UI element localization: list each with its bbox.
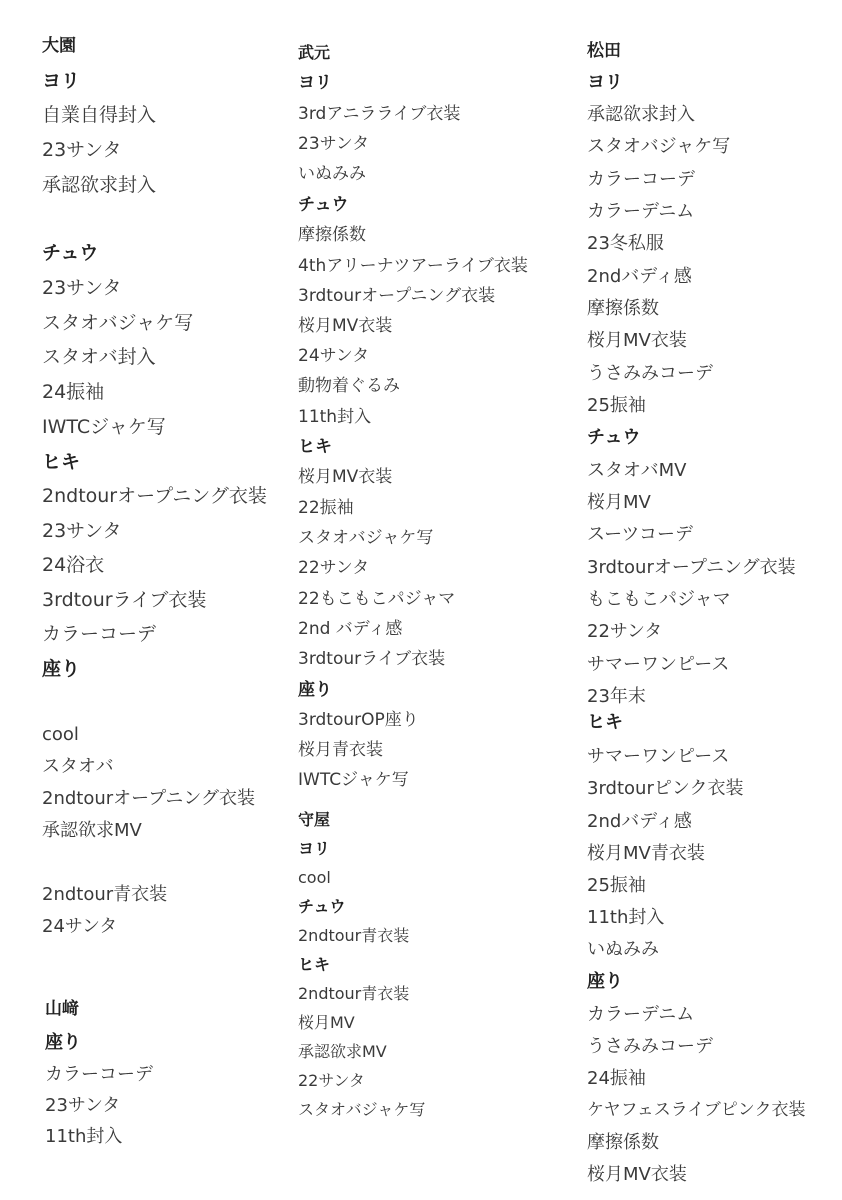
category-heading: ヨリ bbox=[298, 73, 332, 93]
list-item: 動物着ぐるみ bbox=[298, 376, 400, 396]
list-item: 桜月青衣装 bbox=[298, 740, 383, 760]
list-item: 承認欲求MV bbox=[42, 820, 142, 841]
list-item: 24サンタ bbox=[298, 346, 370, 366]
list-item: 24振袖 bbox=[42, 381, 105, 403]
list-item: いぬみみ bbox=[298, 164, 366, 184]
list-item: 23サンタ bbox=[42, 139, 122, 161]
list-item: 24サンタ bbox=[42, 916, 118, 937]
list-item: 承認欲求封入 bbox=[587, 104, 695, 125]
category-heading: 座り bbox=[587, 971, 623, 992]
list-item: 摩擦係数 bbox=[587, 298, 659, 319]
list-item: スタオバMV bbox=[587, 460, 687, 481]
list-item: 25振袖 bbox=[587, 875, 646, 896]
list-item: カラーコーデ bbox=[42, 623, 157, 645]
list-item: 桜月MV衣装 bbox=[587, 1164, 687, 1185]
list-item: 3rdtourライブ衣装 bbox=[42, 589, 207, 611]
list-item: 4thアリーナツアーライブ衣装 bbox=[298, 256, 528, 276]
list-item: IWTCジャケ写 bbox=[298, 770, 409, 790]
list-item: 桜月MV bbox=[587, 492, 651, 513]
list-item: 3rdアニラライブ衣装 bbox=[298, 104, 461, 124]
list-item: 11th封入 bbox=[45, 1126, 123, 1147]
list-item: 自業自得封入 bbox=[42, 104, 157, 126]
list-item: 2ndtourオープニング衣装 bbox=[42, 485, 267, 507]
list-item: 2ndバディ感 bbox=[587, 266, 692, 287]
category-heading: ヨリ bbox=[42, 70, 81, 92]
list-item: カラーデニム bbox=[587, 201, 695, 222]
list-item: 25振袖 bbox=[587, 395, 646, 416]
member-name-moriya: 守屋 bbox=[298, 810, 331, 829]
list-item: 24振袖 bbox=[587, 1068, 646, 1089]
list-item: 23サンタ bbox=[42, 277, 122, 299]
list-item: 2ndバディ感 bbox=[587, 811, 692, 832]
category-heading: ヒキ bbox=[298, 955, 331, 974]
list-item: 摩擦係数 bbox=[587, 1132, 659, 1153]
category-heading: ヒキ bbox=[587, 712, 623, 733]
list-item: 2ndtour青衣装 bbox=[42, 884, 168, 905]
list-item: 桜月MV衣装 bbox=[298, 316, 393, 336]
list-item: 2ndtour青衣装 bbox=[298, 984, 410, 1003]
list-item: 桜月MV bbox=[298, 1013, 355, 1032]
list-item: 23サンタ bbox=[298, 134, 370, 154]
list-item: 桜月MV衣装 bbox=[587, 330, 687, 351]
list-item: 承認欲求封入 bbox=[42, 174, 157, 196]
list-item: 桜月MV青衣装 bbox=[587, 843, 705, 864]
category-heading: ヨリ bbox=[298, 839, 331, 858]
list-item: スタオバジャケ写 bbox=[298, 528, 434, 548]
category-heading: 座り bbox=[42, 658, 81, 680]
category-heading: 座り bbox=[45, 1032, 81, 1053]
list-item: 22もこもこパジャマ bbox=[298, 589, 456, 609]
list-item: スーツコーデ bbox=[587, 524, 694, 545]
list-item: カラーコーデ bbox=[587, 169, 695, 190]
list-item: 11th封入 bbox=[298, 407, 372, 427]
list-item: 24浴衣 bbox=[42, 554, 105, 576]
category-heading: 座り bbox=[298, 680, 332, 700]
list-item: サマーワンピース bbox=[587, 654, 730, 675]
list-item: うさみみコーデ bbox=[587, 1036, 713, 1057]
list-item: もこもこパジャマ bbox=[587, 589, 731, 610]
list-item: いぬみみ bbox=[587, 939, 659, 960]
list-item: cool bbox=[42, 724, 79, 745]
member-name-yamasaki: 山﨑 bbox=[45, 999, 79, 1019]
category-heading: チュウ bbox=[298, 195, 349, 215]
list-item: カラーコーデ bbox=[45, 1064, 153, 1085]
list-item: スタオバ bbox=[42, 756, 114, 777]
list-item: ケヤフェスライブピンク衣装 bbox=[587, 1100, 806, 1120]
member-name-oozono: 大園 bbox=[42, 36, 76, 56]
category-heading: チュウ bbox=[587, 427, 641, 448]
category-heading: ヨリ bbox=[587, 72, 623, 93]
list-item: うさみみコーデ bbox=[587, 363, 713, 384]
list-item: 摩擦係数 bbox=[298, 225, 366, 245]
category-heading: ヒキ bbox=[42, 451, 81, 473]
list-item: カラーデニム bbox=[587, 1004, 695, 1025]
list-item: 11th封入 bbox=[587, 907, 665, 928]
list-item: 22サンタ bbox=[298, 1071, 365, 1090]
list-item: 22サンタ bbox=[587, 621, 663, 642]
category-heading: ヒキ bbox=[298, 437, 332, 457]
list-item: 2ndtourオープニング衣装 bbox=[42, 788, 256, 809]
member-name-takemoto: 武元 bbox=[298, 43, 331, 62]
list-item: スタオバジャケ写 bbox=[42, 312, 194, 334]
list-item: 3rdtourOP座り bbox=[298, 710, 419, 730]
category-heading: チュウ bbox=[298, 897, 346, 916]
list-item: 22振袖 bbox=[298, 498, 354, 518]
list-item: 3rdtourオープニング衣装 bbox=[587, 557, 796, 578]
list-item: 3rdtourピンク衣装 bbox=[587, 778, 744, 799]
category-heading: チュウ bbox=[42, 242, 99, 264]
list-item: サマーワンピース bbox=[587, 746, 730, 767]
list-item: cool bbox=[298, 868, 331, 887]
list-item: 2ndtour青衣装 bbox=[298, 926, 410, 945]
list-item: 23サンタ bbox=[42, 520, 122, 542]
list-item: スタオバ封入 bbox=[42, 346, 156, 368]
list-item: 桜月MV衣装 bbox=[298, 467, 393, 487]
list-item: IWTCジャケ写 bbox=[42, 416, 166, 438]
member-name-matsuda: 松田 bbox=[587, 41, 621, 61]
list-item: 23冬私服 bbox=[587, 233, 664, 254]
list-item: 3rdtourライブ衣装 bbox=[298, 649, 446, 669]
list-item: 3rdtourオープニング衣装 bbox=[298, 286, 496, 306]
list-item: 2nd バディ感 bbox=[298, 619, 403, 639]
list-item: 承認欲求MV bbox=[298, 1042, 387, 1061]
list-item: スタオバジャケ写 bbox=[587, 136, 731, 157]
list-item: 22サンタ bbox=[298, 558, 370, 578]
list-item: スタオバジャケ写 bbox=[298, 1100, 426, 1119]
list-item: 23サンタ bbox=[45, 1095, 121, 1116]
list-item: 23年末 bbox=[587, 686, 646, 707]
